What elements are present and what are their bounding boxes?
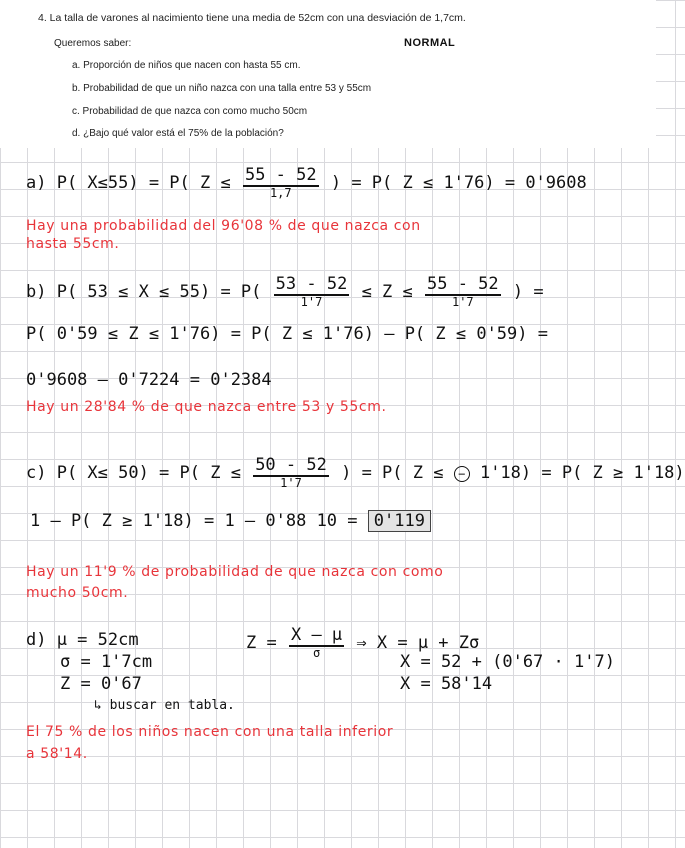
problem-item-d: d. ¿Bajo qué valor está el 75% de la población? [72,128,284,139]
solution-d-formula-numerator: X – μ [290,625,343,645]
problem-item-b: b. Probabilidad de que un niño nazca con una talla entre 53 y 55cm [72,83,372,94]
solution-c-line-2 [30,511,431,531]
solution-c-lhs: c) P( X≤ 50) = P( Z ≤ [26,462,241,483]
solution-a-denominator: 1,7 [269,185,292,200]
solution-b-line-2: P( 0'59 ≤ Z ≤ 1'76) = P( Z ≤ 1'76) – P( Z ≤ 0'59) = [26,324,548,344]
problem-item-a: a. Proporción de niños que nacen con hasta 55 cm. [72,60,301,71]
problem-item-c: c. Probabilidad de que nazca con como mucho 50cm [72,106,308,117]
solution-b-end: ) = [512,281,544,302]
solution-d-sigma: σ = 1'7cm [60,652,153,672]
printed-problem [0,0,656,148]
solution-d-formula-fraction [289,626,344,660]
solution-b-mid: ≤ Z ≤ [361,281,413,302]
solution-d-answer-1: El 75 % de los niños nacen con una talla inferior [26,724,394,740]
solution-c-denominator: 1'7 [280,475,302,490]
solution-c-result-box: 0'119 [368,510,431,532]
solution-d-mu: d) μ = 52cm [26,630,139,650]
solution-a-answer-1: Hay una probabilidad del 96'08 % de que nazca con [26,218,421,234]
solution-b-answer: Hay un 28'84 % de que nazca entre 53 y 55cm. [26,399,387,415]
solution-c-answer-1: Hay un 11'9 % de probabilidad de que nazca con como [26,564,444,580]
solution-d-note: ↳ buscar en tabla. [94,698,235,713]
solution-a-numerator: 55 - 52 [244,165,317,185]
solution-c-fraction [253,456,329,490]
problem-intro: Queremos saber: [54,38,132,49]
problem-title: 4. La talla de varones al nacimiento tiene una media de 52cm con una desviación de 1,7cm. [38,12,466,24]
solution-b-numerator-1: 53 - 52 [275,274,348,294]
solution-b-fraction-1 [274,275,350,309]
circled-minus-sign: − [454,466,470,482]
solution-b-denominator-1: 1'7 [300,294,323,309]
solution-a-answer-2: hasta 55cm. [26,236,120,252]
solution-d-step-3: X = 58'14 [400,674,493,694]
solution-d-z: Z = 0'67 [60,674,142,694]
solution-b-fraction-2 [425,275,501,309]
solution-b-line-3: 0'9608 – 0'7224 = 0'2384 [26,370,272,390]
solution-c-answer-2: mucho 50cm. [26,585,129,601]
solution-d-arrow-step: ⇒ X = μ + Zσ [356,632,480,653]
solution-d-step-2: X = 52 + (0'67 · 1'7) [400,652,615,672]
solution-c-numerator: 50 - 52 [255,455,327,475]
solution-b-line-1 [26,275,544,309]
solution-b-denominator-2: 1'7 [451,294,474,309]
solution-d-formula-denominator: σ [312,645,321,660]
solution-a-line [26,166,587,200]
solution-b-numerator-2: 55 - 52 [427,274,499,294]
solution-c-rhs-end: 1'18) = P( Z ≥ 1'18) [479,462,685,483]
solution-d-formula-lhs: Z = [246,632,277,653]
solution-a-fraction [243,166,319,200]
solution-d-answer-2: a 58'14. [26,746,88,762]
solution-a-lhs: a) P( X≤55) = P( Z ≤ [26,172,231,193]
solution-c-line-1 [26,456,685,490]
solution-c-rhs-start: ) = P( Z ≤ [341,462,444,483]
solution-a-rhs: ) = P( Z ≤ 1'76) = 0'9608 [330,172,587,193]
normal-tag: NORMAL [404,37,456,49]
solution-b-lhs: b) P( 53 ≤ X ≤ 55) = P( [26,281,262,302]
solution-c-line-2-start: 1 – P( Z ≥ 1'18) = 1 – 0'88 10 = [30,511,358,531]
